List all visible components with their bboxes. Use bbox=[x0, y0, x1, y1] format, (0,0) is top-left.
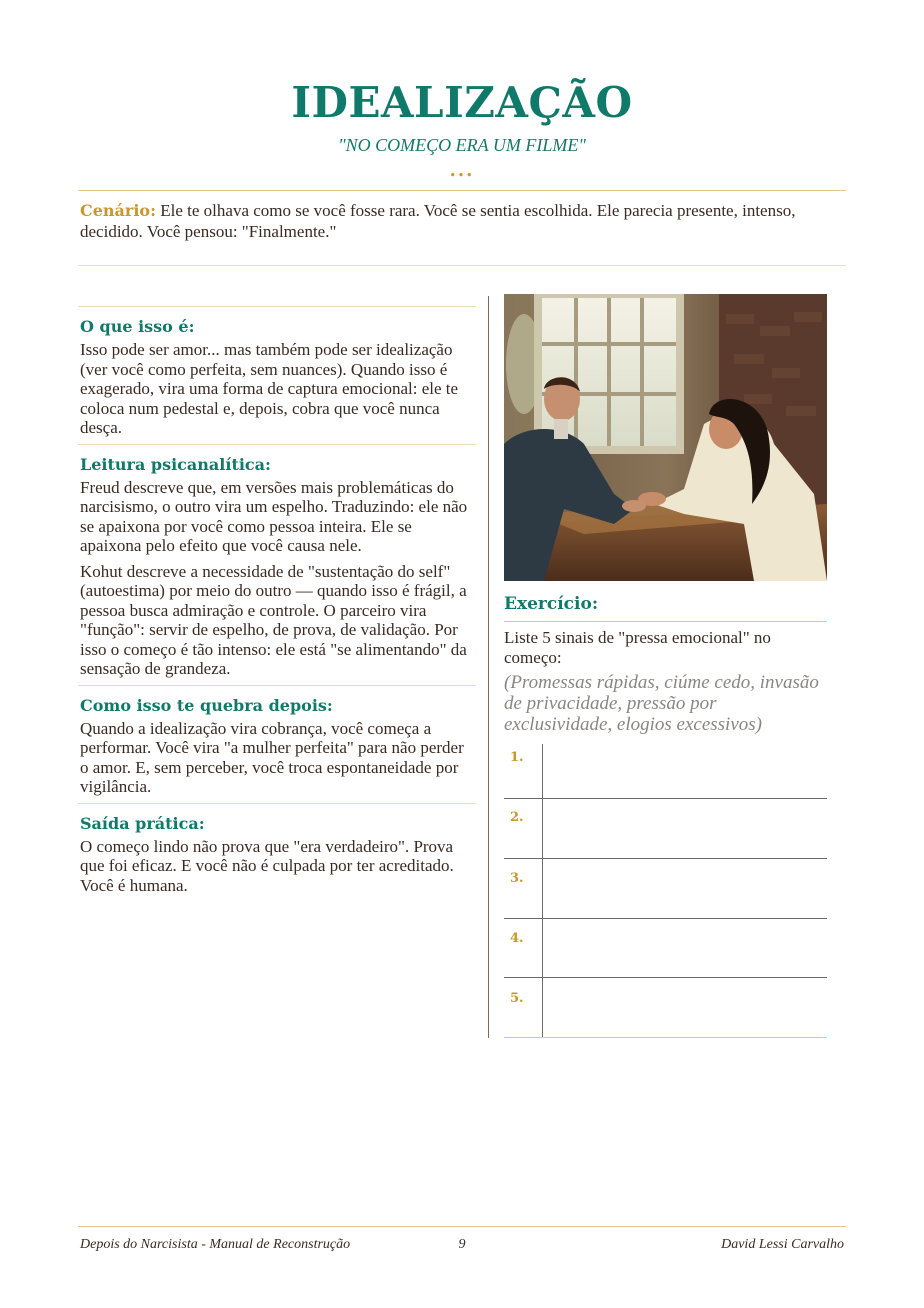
section-paragraph: Quando a idealização vira cobrança, você começa a performar. Você vira "a mulher perfeita" para não perder o amor. E, sem perceber, você troca espontaneidade por vigilância. bbox=[80, 718, 464, 796]
row-rule bbox=[504, 918, 827, 919]
row-number: 5. bbox=[510, 991, 524, 1006]
divider bbox=[78, 265, 846, 266]
exercise-divider bbox=[504, 621, 827, 622]
section-heading: Leitura psicanalítica: bbox=[80, 454, 271, 474]
section-heading: Como isso te quebra depois: bbox=[80, 695, 333, 715]
section-paragraph: Freud descreve que, em versões mais problemáticas do narcisismo, o outro vira um espelho. Traduzindo: ele não se apaixona por você como pessoa inteira. Ele se apaixona pelo efeito que você causa nele. bbox=[80, 477, 468, 555]
footer-book-title: Depois do Narcisista - Manual de Reconstrução bbox=[80, 1237, 351, 1252]
page-subtitle: "NO COMEÇO ERA UM FILME" bbox=[338, 135, 586, 155]
scenario-label: Cenário: bbox=[80, 201, 156, 220]
section-paragraph: O começo lindo não prova que "era verdadeiro". Prova que foi eficaz. E você não é culpada por ter acreditado. Você é humana. bbox=[80, 836, 454, 895]
row-number: 4. bbox=[510, 931, 524, 946]
row-rule bbox=[504, 798, 827, 799]
scenario-block bbox=[80, 200, 830, 242]
footer-divider bbox=[78, 1226, 846, 1227]
section-paragraph: Isso pode ser amor... mas também pode ser idealização (ver você como perfeita, sem nuances). Quando isso é exagerado, vira uma forma de captura emocional: ele te coloca num pedestal e, depois, cobra que você nunca desça. bbox=[80, 340, 459, 437]
row-rule bbox=[504, 977, 827, 978]
section-psychoanalytic-reading bbox=[78, 444, 476, 679]
left-column bbox=[78, 296, 476, 901]
exercise-hint: (Promessas rápidas, ciúme cedo, invasão de privacidade, pressão por exclusividade, elogios excessivos) bbox=[504, 672, 819, 735]
couple-photo bbox=[504, 294, 827, 581]
exercise-title: Exercício: bbox=[504, 594, 599, 614]
footer-author: David Lessi Carvalho bbox=[721, 1237, 844, 1252]
scenario-text: Ele te olhava como se você fosse rara. Você se sentia escolhida. Ele parecia presente, intenso, decidido. Você pensou: "Finalmente." bbox=[80, 201, 796, 241]
exercise-answer-table bbox=[504, 744, 827, 1038]
exercise-instruction: Liste 5 sinais de "pressa emocional" no começo: bbox=[504, 628, 771, 667]
answer-row[interactable] bbox=[504, 744, 827, 798]
answer-row[interactable] bbox=[504, 985, 827, 1039]
row-number: 2. bbox=[510, 810, 524, 825]
row-rule bbox=[504, 1037, 827, 1038]
divider bbox=[78, 190, 846, 191]
section-paragraph: Kohut descreve a necessidade de "sustentação do self" (autoestima) por meio do outro — quando isso é frágil, a pessoa busca admiração e controle. O parceiro vira "função": servir de espelho, de prova, de validação. Por isso o começo é tão intenso: ele está "se alimentando" da sensação de grandeza. bbox=[80, 561, 467, 678]
section-heading: O que isso é: bbox=[80, 317, 195, 336]
column-divider bbox=[488, 296, 489, 1038]
answer-row[interactable] bbox=[504, 925, 827, 979]
section-heading: Saída prática: bbox=[80, 813, 205, 833]
row-number: 1. bbox=[510, 750, 524, 765]
section-practical-exit bbox=[78, 803, 476, 896]
row-rule bbox=[504, 858, 827, 859]
footer-page-number: 9 bbox=[458, 1237, 466, 1252]
answer-row[interactable] bbox=[504, 804, 827, 858]
answer-row[interactable] bbox=[504, 865, 827, 919]
section-how-it-breaks bbox=[78, 685, 476, 797]
section-what-it-is bbox=[78, 306, 476, 438]
ornament-dots: ... bbox=[449, 160, 475, 181]
page-title: IDEALIZAÇÃO bbox=[291, 78, 633, 127]
row-number: 3. bbox=[510, 871, 524, 886]
